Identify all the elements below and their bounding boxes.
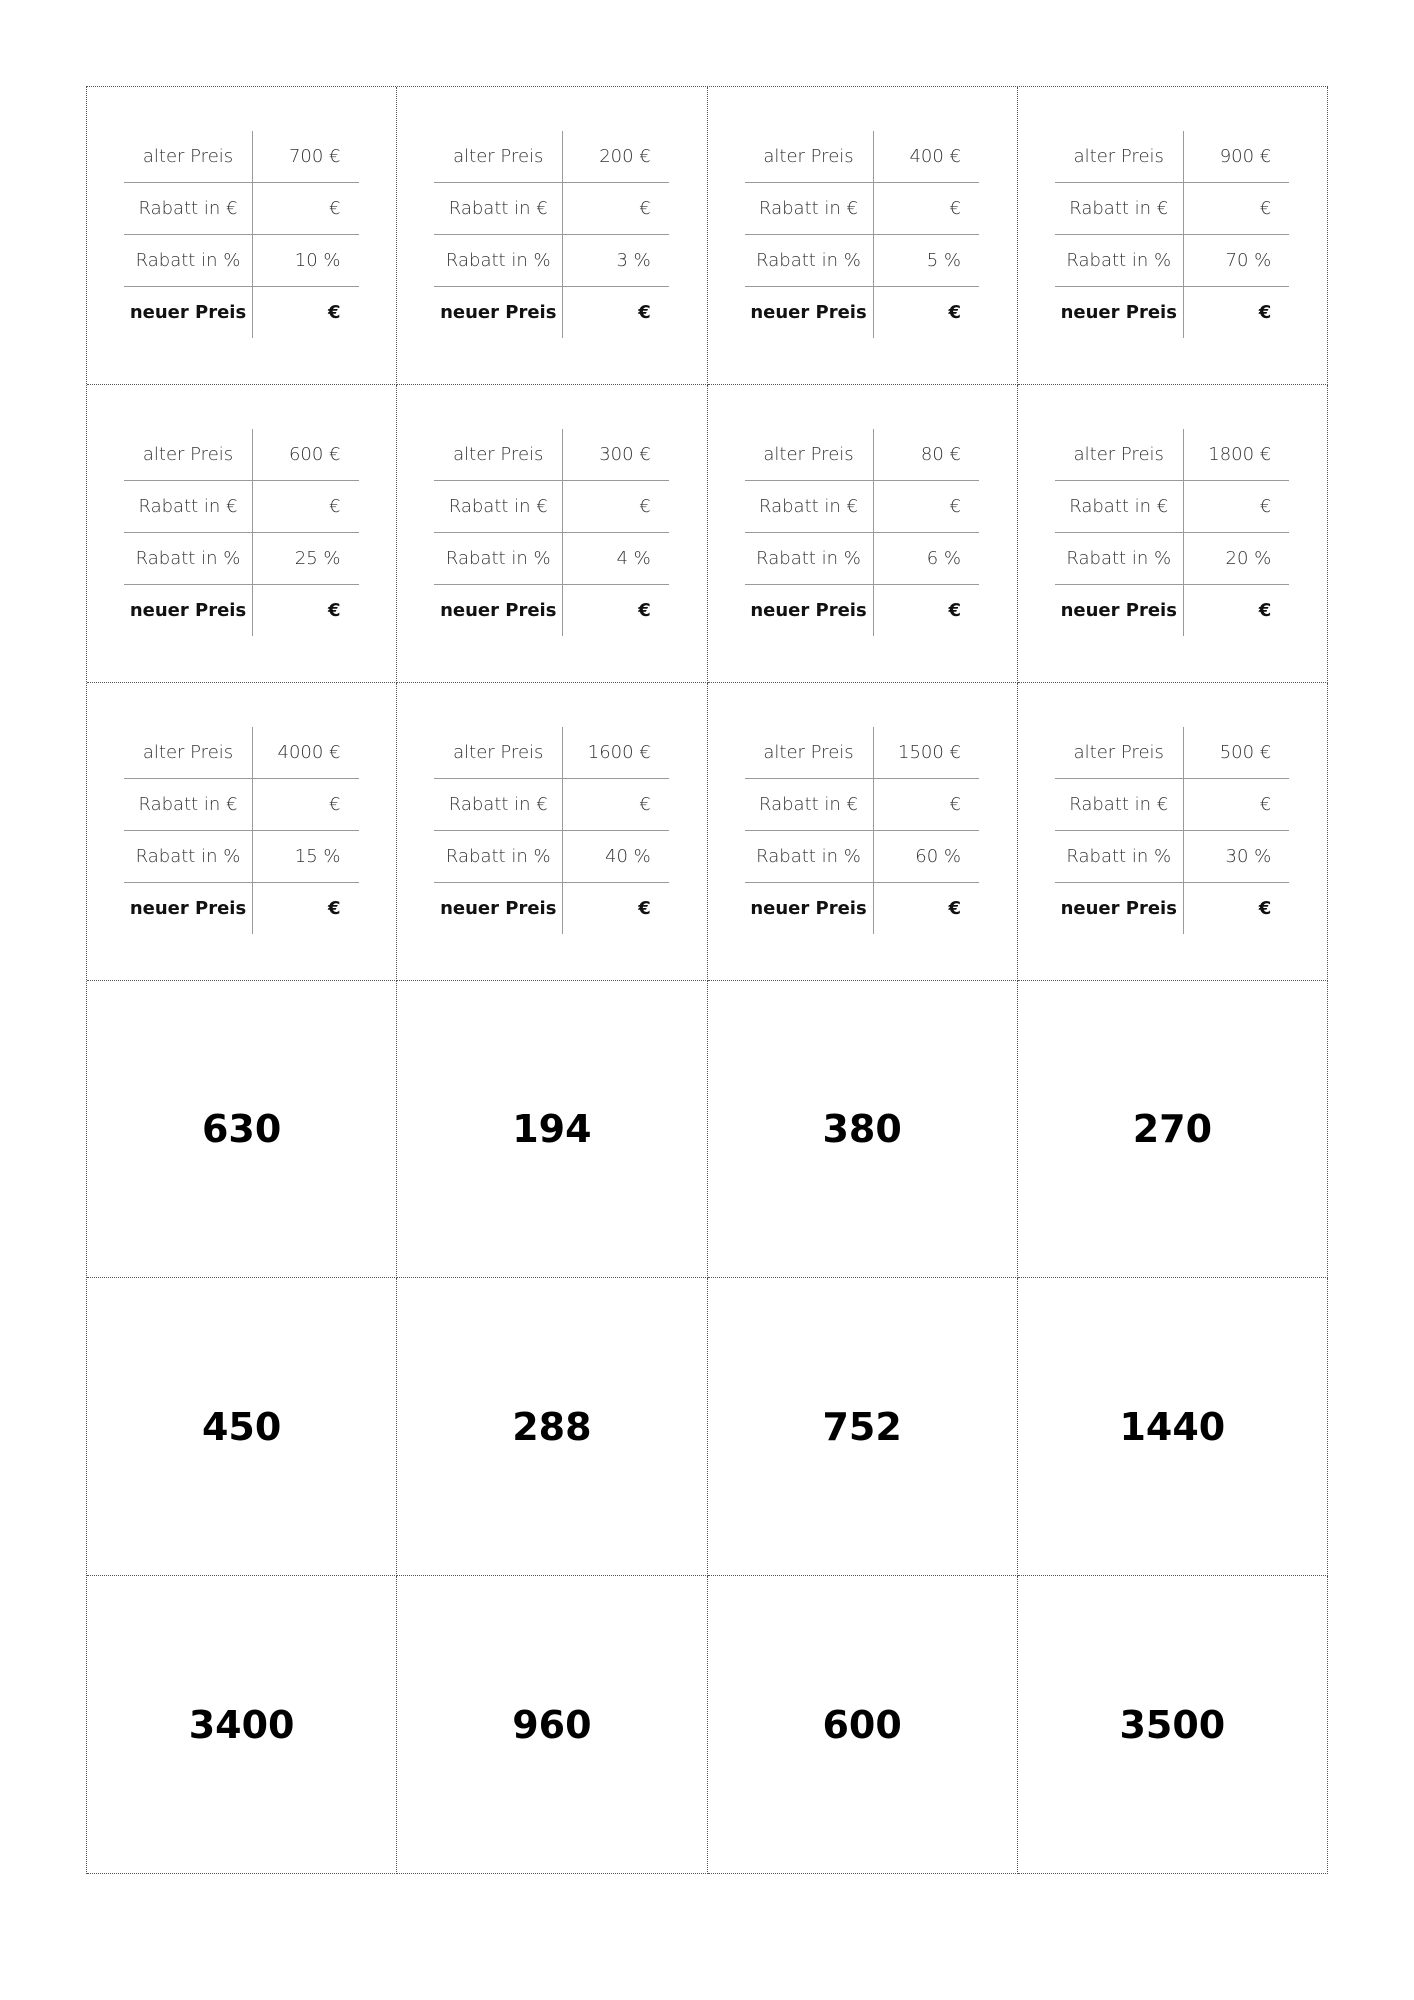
- price-card: [397, 87, 707, 385]
- old-price-label: alter Preis: [1055, 131, 1184, 183]
- discount-eur-label: Rabatt in €: [1055, 480, 1184, 532]
- discount-pct-value: 10 %: [253, 235, 359, 287]
- discount-eur-value: €: [1183, 778, 1289, 830]
- discount-eur-label: Rabatt in €: [124, 778, 253, 830]
- discount-eur-label: Rabatt in €: [124, 183, 253, 235]
- new-price-value: €: [327, 599, 341, 621]
- old-price-row: [124, 727, 359, 779]
- price-card: [87, 683, 397, 981]
- discount-eur-label: Rabatt in €: [434, 778, 563, 830]
- answer-value: 1440: [1119, 1404, 1226, 1449]
- new-price-label: neuer Preis: [124, 584, 253, 636]
- new-price-value: €: [638, 302, 651, 323]
- price-card: [708, 683, 1018, 981]
- discount-eur-value: €: [563, 778, 669, 830]
- old-price-row: [124, 131, 359, 183]
- new-price-row: [124, 584, 359, 636]
- old-price-label: alter Preis: [124, 131, 253, 183]
- new-price-row: [124, 287, 359, 339]
- price-table: [124, 429, 359, 636]
- discount-pct-value: 30 %: [1183, 830, 1289, 882]
- answer-card: [708, 981, 1018, 1279]
- discount-pct-row: [124, 532, 359, 584]
- answer-card: [1018, 1278, 1328, 1576]
- old-price-row: [745, 429, 980, 481]
- price-card: [397, 683, 707, 981]
- discount-pct-value: 25 %: [253, 532, 359, 584]
- discount-eur-value: €: [873, 778, 979, 830]
- price-card: [397, 385, 707, 683]
- price-table: [124, 131, 359, 338]
- price-card: [1018, 87, 1328, 385]
- worksheet-grid: [86, 86, 1328, 1874]
- discount-pct-value: 70 %: [1183, 235, 1289, 287]
- new-price-label: neuer Preis: [124, 882, 253, 934]
- old-price-label: alter Preis: [1055, 727, 1184, 779]
- old-price-label: alter Preis: [434, 131, 563, 183]
- answer-value: 960: [512, 1702, 592, 1747]
- discount-eur-row: [745, 778, 980, 830]
- old-price-value: 1500 €: [873, 727, 979, 779]
- discount-eur-value: €: [873, 480, 979, 532]
- price-table: [745, 727, 980, 934]
- discount-pct-label: Rabatt in %: [124, 830, 253, 882]
- old-price-row: [434, 131, 669, 183]
- discount-eur-label: Rabatt in €: [1055, 183, 1184, 235]
- discount-eur-value: €: [253, 778, 359, 830]
- discount-eur-row: [124, 183, 359, 235]
- old-price-label: alter Preis: [124, 429, 253, 481]
- discount-eur-row: [434, 480, 669, 532]
- new-price-label: neuer Preis: [745, 287, 874, 339]
- discount-pct-value: 6 %: [873, 532, 979, 584]
- price-table: [745, 131, 980, 338]
- discount-pct-value: 20 %: [1183, 532, 1289, 584]
- price-table: [434, 429, 669, 636]
- discount-pct-value: 3 %: [563, 235, 669, 287]
- new-price-value: €: [948, 897, 961, 919]
- old-price-value: 200 €: [563, 131, 669, 183]
- price-table: [1055, 131, 1290, 338]
- new-price-row: [745, 882, 980, 934]
- discount-eur-label: Rabatt in €: [124, 480, 253, 532]
- discount-eur-row: [124, 480, 359, 532]
- discount-pct-row: [745, 235, 980, 287]
- new-price-label: neuer Preis: [1055, 882, 1184, 934]
- new-price-label: neuer Preis: [434, 287, 563, 339]
- new-price-row: [745, 287, 980, 339]
- new-price-row: [1055, 287, 1290, 339]
- old-price-row: [1055, 429, 1290, 481]
- new-price-row: [434, 287, 669, 339]
- answer-value: 3400: [188, 1702, 295, 1747]
- old-price-value: 4000 €: [253, 727, 359, 779]
- discount-pct-label: Rabatt in %: [745, 830, 874, 882]
- price-card: [87, 385, 397, 683]
- new-price-label: neuer Preis: [434, 882, 563, 934]
- new-price-label: neuer Preis: [745, 882, 874, 934]
- discount-pct-row: [434, 235, 669, 287]
- answer-value: 450: [201, 1404, 282, 1449]
- price-card: [1018, 683, 1328, 981]
- old-price-row: [745, 727, 980, 779]
- price-card: [87, 87, 397, 385]
- old-price-value: 700 €: [253, 131, 359, 183]
- discount-eur-row: [124, 778, 359, 830]
- new-price-value: €: [327, 897, 341, 919]
- discount-eur-value: €: [1183, 183, 1289, 235]
- answer-card: [397, 981, 707, 1279]
- discount-eur-label: Rabatt in €: [434, 183, 563, 235]
- discount-eur-value: €: [253, 480, 359, 532]
- discount-pct-row: [1055, 532, 1290, 584]
- discount-eur-row: [434, 183, 669, 235]
- discount-pct-row: [1055, 830, 1290, 882]
- new-price-label: neuer Preis: [434, 584, 563, 636]
- discount-pct-label: Rabatt in %: [745, 532, 874, 584]
- old-price-value: 400 €: [873, 131, 979, 183]
- old-price-value: 900 €: [1183, 131, 1289, 183]
- answer-value: 630: [201, 1106, 282, 1151]
- new-price-label: neuer Preis: [124, 287, 253, 339]
- discount-eur-label: Rabatt in €: [1055, 778, 1184, 830]
- discount-eur-row: [1055, 480, 1290, 532]
- new-price-value: €: [948, 302, 961, 323]
- discount-eur-value: €: [1183, 480, 1289, 532]
- discount-eur-value: €: [563, 183, 669, 235]
- old-price-row: [124, 429, 359, 481]
- discount-pct-label: Rabatt in %: [124, 532, 253, 584]
- new-price-value: €: [948, 599, 961, 621]
- new-price-row: [434, 882, 669, 934]
- answer-card: [397, 1576, 707, 1874]
- price-table: [124, 727, 359, 934]
- price-card: [1018, 385, 1328, 683]
- discount-pct-label: Rabatt in %: [434, 830, 563, 882]
- answer-value: 3500: [1119, 1702, 1226, 1747]
- discount-pct-row: [124, 830, 359, 882]
- discount-pct-label: Rabatt in %: [434, 235, 563, 287]
- discount-pct-label: Rabatt in %: [1055, 235, 1184, 287]
- old-price-row: [745, 131, 980, 183]
- discount-pct-label: Rabatt in %: [434, 532, 563, 584]
- price-table: [1055, 727, 1290, 934]
- old-price-label: alter Preis: [434, 429, 563, 481]
- answer-card: [397, 1278, 707, 1576]
- price-table: [434, 727, 669, 934]
- discount-pct-value: 5 %: [873, 235, 979, 287]
- old-price-value: 500 €: [1183, 727, 1289, 779]
- old-price-value: 300 €: [563, 429, 669, 481]
- discount-pct-row: [1055, 235, 1290, 287]
- old-price-label: alter Preis: [124, 727, 253, 779]
- discount-pct-row: [124, 235, 359, 287]
- discount-pct-value: 60 %: [873, 830, 979, 882]
- new-price-value: €: [1258, 599, 1272, 621]
- discount-eur-row: [1055, 778, 1290, 830]
- old-price-value: 80 €: [873, 429, 979, 481]
- discount-eur-label: Rabatt in €: [745, 778, 874, 830]
- answer-value: 380: [822, 1106, 902, 1151]
- old-price-label: alter Preis: [745, 131, 874, 183]
- new-price-row: [434, 584, 669, 636]
- answer-value: 752: [822, 1404, 902, 1449]
- discount-eur-value: €: [563, 480, 669, 532]
- new-price-label: neuer Preis: [745, 584, 874, 636]
- new-price-value: €: [638, 599, 651, 621]
- new-price-row: [124, 882, 359, 934]
- old-price-label: alter Preis: [745, 727, 874, 779]
- old-price-row: [434, 429, 669, 481]
- discount-pct-row: [745, 830, 980, 882]
- answer-value: 270: [1132, 1106, 1213, 1151]
- old-price-row: [1055, 727, 1290, 779]
- price-table: [1055, 429, 1290, 636]
- discount-eur-row: [745, 480, 980, 532]
- discount-eur-row: [434, 778, 669, 830]
- discount-pct-value: 4 %: [563, 532, 669, 584]
- new-price-row: [1055, 882, 1290, 934]
- discount-pct-value: 40 %: [563, 830, 669, 882]
- new-price-label: neuer Preis: [1055, 584, 1184, 636]
- new-price-row: [1055, 584, 1290, 636]
- price-card: [708, 385, 1018, 683]
- answer-card: [87, 981, 397, 1279]
- answer-card: [708, 1278, 1018, 1576]
- answer-card: [1018, 981, 1328, 1279]
- discount-eur-value: €: [253, 183, 359, 235]
- price-table: [745, 429, 980, 636]
- price-card: [708, 87, 1018, 385]
- discount-pct-row: [434, 830, 669, 882]
- answer-card: [87, 1278, 397, 1576]
- new-price-row: [745, 584, 980, 636]
- new-price-label: neuer Preis: [1055, 287, 1184, 339]
- old-price-row: [434, 727, 669, 779]
- new-price-value: €: [1258, 897, 1272, 919]
- old-price-row: [1055, 131, 1290, 183]
- old-price-value: 600 €: [253, 429, 359, 481]
- answer-value: 194: [512, 1106, 592, 1151]
- discount-pct-label: Rabatt in %: [1055, 830, 1184, 882]
- discount-pct-label: Rabatt in %: [1055, 532, 1184, 584]
- new-price-value: €: [638, 897, 651, 919]
- discount-eur-label: Rabatt in €: [434, 480, 563, 532]
- old-price-label: alter Preis: [434, 727, 563, 779]
- discount-eur-value: €: [873, 183, 979, 235]
- old-price-label: alter Preis: [1055, 429, 1184, 481]
- old-price-value: 1600 €: [563, 727, 669, 779]
- discount-pct-label: Rabatt in %: [745, 235, 874, 287]
- discount-eur-label: Rabatt in €: [745, 183, 874, 235]
- answer-value: 600: [822, 1702, 902, 1747]
- new-price-value: €: [327, 302, 341, 323]
- new-price-value: €: [1258, 302, 1272, 323]
- old-price-label: alter Preis: [745, 429, 874, 481]
- old-price-value: 1800 €: [1183, 429, 1289, 481]
- answer-card: [1018, 1576, 1328, 1874]
- answer-value: 288: [512, 1404, 592, 1449]
- discount-eur-label: Rabatt in €: [745, 480, 874, 532]
- price-table: [434, 131, 669, 338]
- answer-card: [708, 1576, 1018, 1874]
- discount-eur-row: [745, 183, 980, 235]
- discount-pct-label: Rabatt in %: [124, 235, 253, 287]
- discount-eur-row: [1055, 183, 1290, 235]
- discount-pct-row: [434, 532, 669, 584]
- answer-card: [87, 1576, 397, 1874]
- discount-pct-row: [745, 532, 980, 584]
- discount-pct-value: 15 %: [253, 830, 359, 882]
